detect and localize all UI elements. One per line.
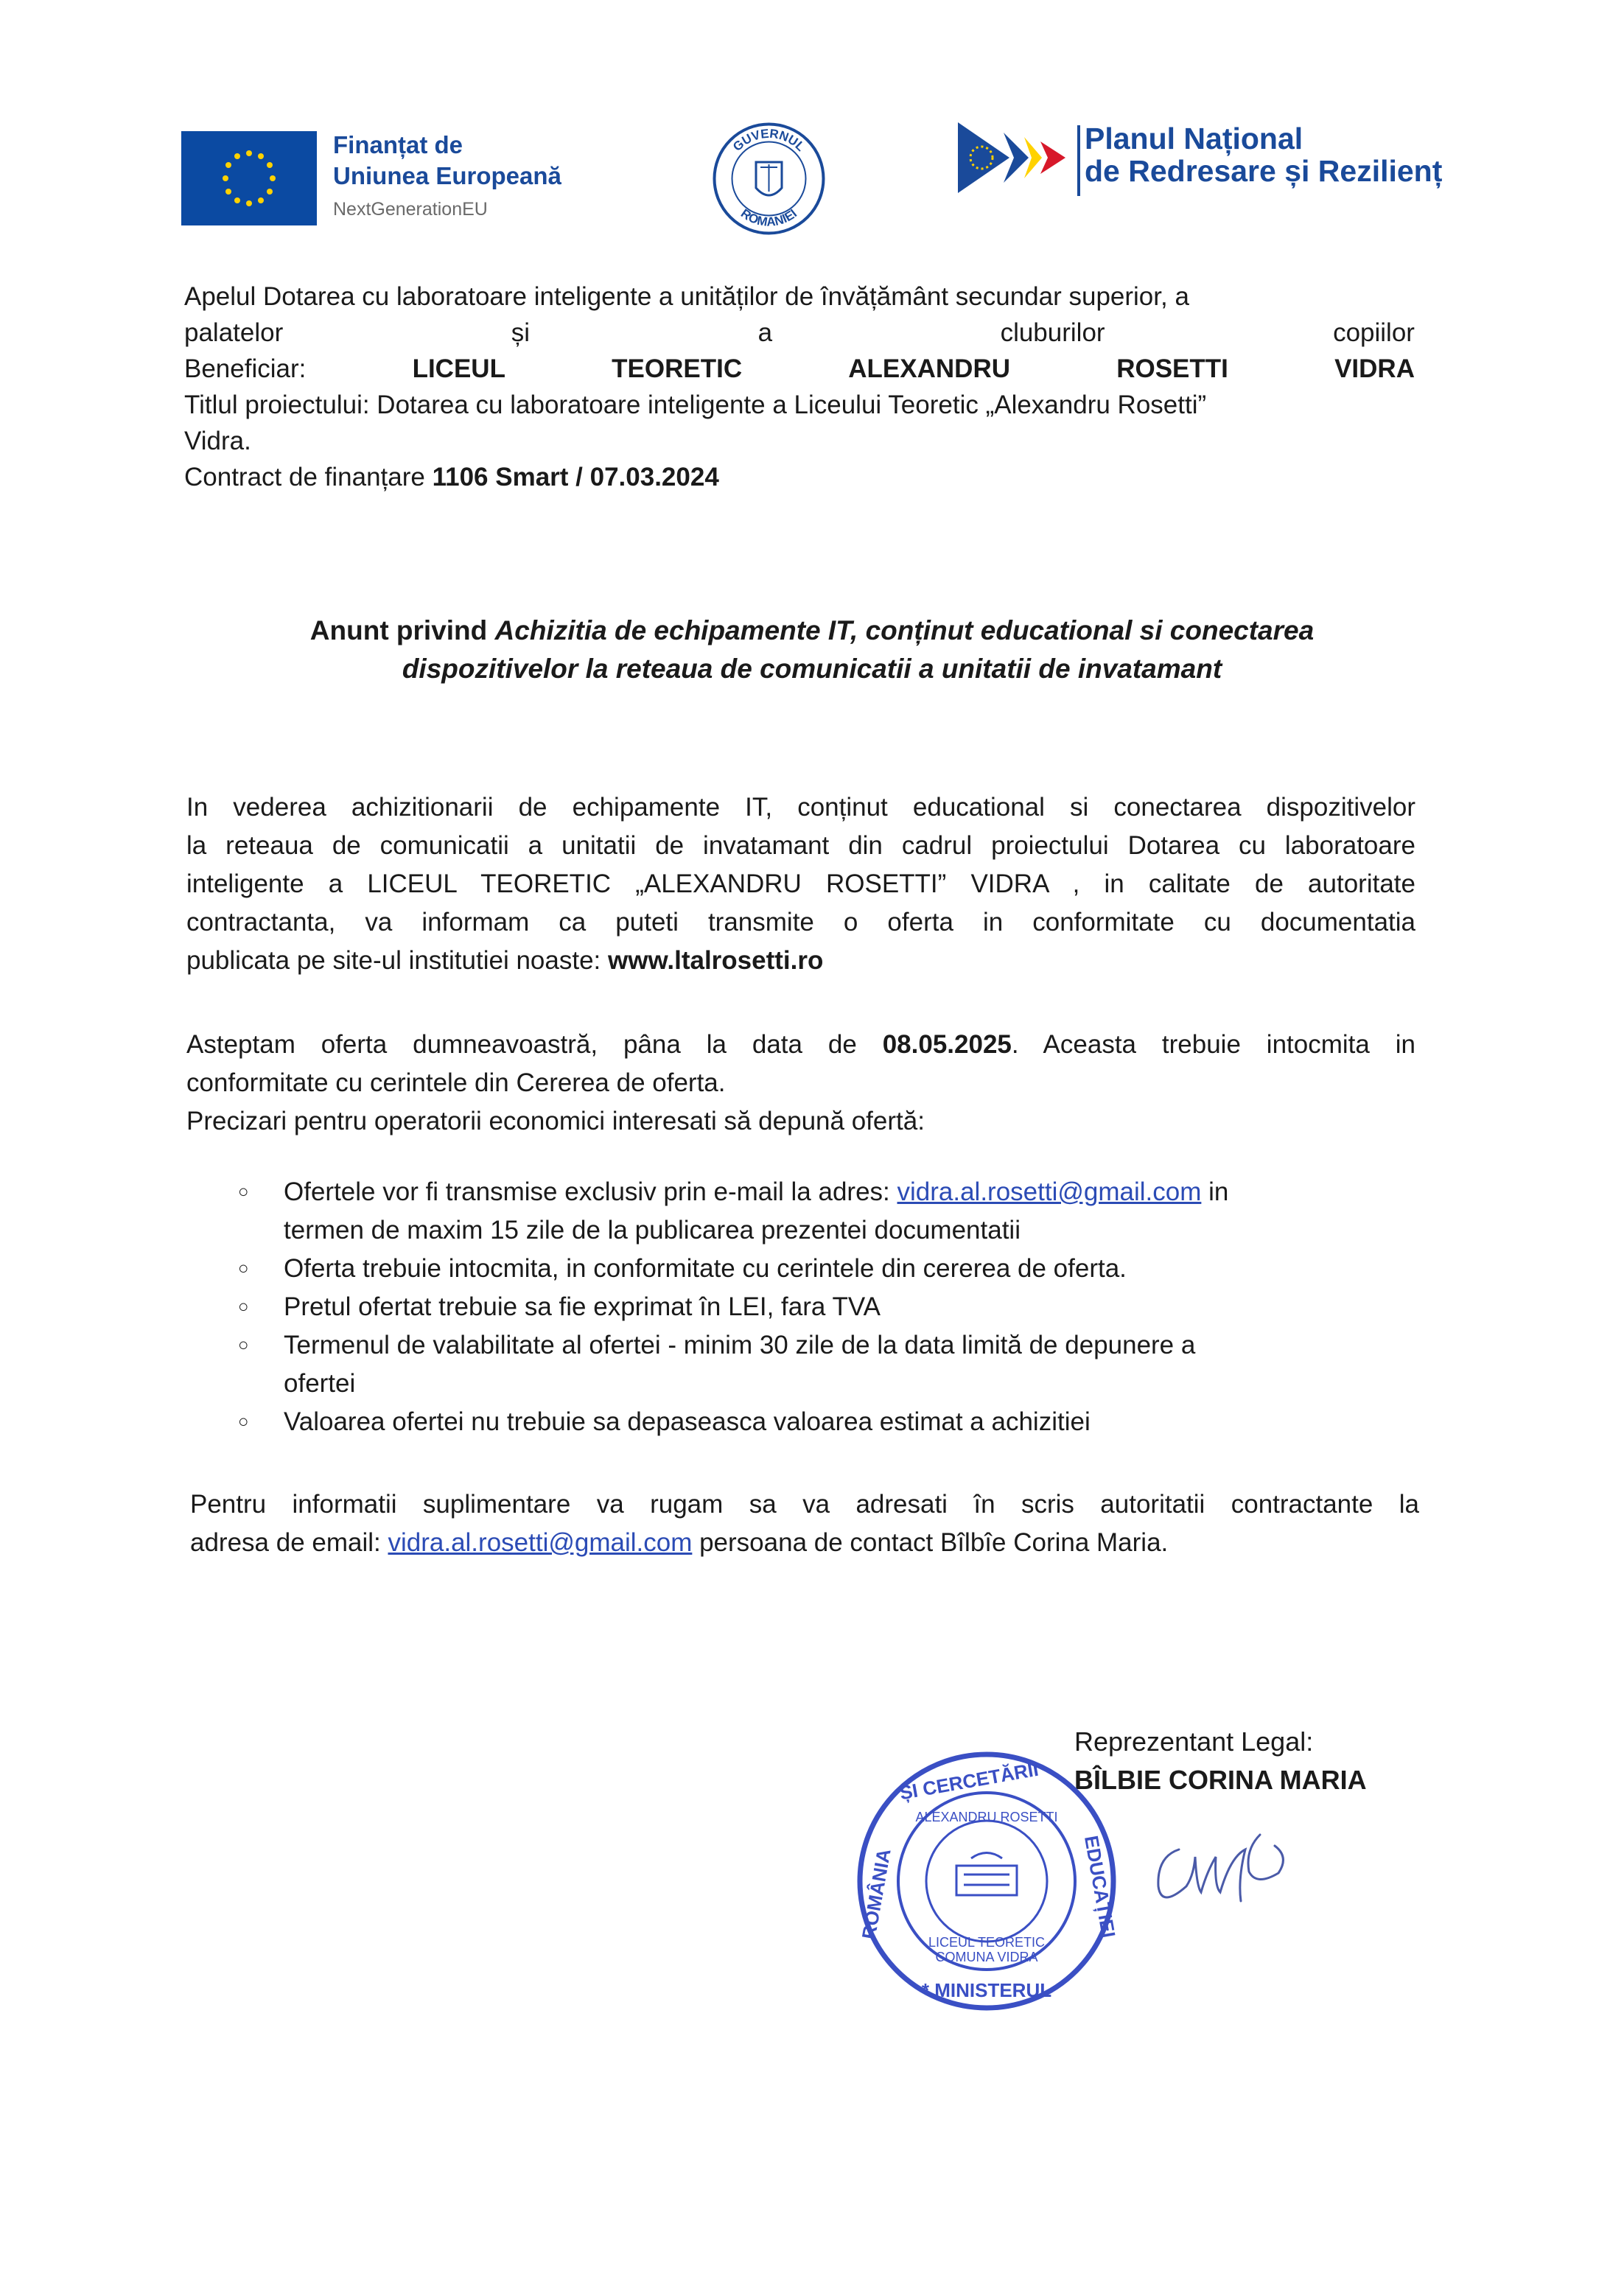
intro-word: palatelor <box>184 318 284 347</box>
deadline-prefix: Asteptam oferta dumneavoastră, pâna la data de <box>186 1030 883 1059</box>
list-item <box>186 1326 1415 1403</box>
bullet1-suffix: in <box>1201 1177 1229 1206</box>
announcement-title <box>184 612 1440 688</box>
title-line-2 <box>184 650 1440 688</box>
para2-line-3: Precizari pentru operatorii economici interesati să depună ofertă: <box>186 1107 925 1135</box>
bullet4-line-2: ofertei <box>284 1369 356 1398</box>
para3-line-1: Pentru informatii suplimentare va rugam sa va adresati în scris autoritatii contractante la <box>190 1490 1419 1519</box>
eu-stars-icon <box>181 131 317 225</box>
para1-line: la reteaua de comunicatii a unitatii de invatamant din cadrul proiectului Dotarea cu laboratoare <box>186 831 1415 860</box>
legal-rep-label: Reprezentant Legal: <box>1074 1726 1314 1757</box>
para1-line: inteligente a LICEUL TEORETIC „ALEXANDRU ROSETTI” VIDRA , in calitate de autoritate <box>186 869 1415 898</box>
paragraph-1 <box>186 788 1415 980</box>
bullet4-line-1: ○ Termenul de valabilitate al ofertei - minim 30 zile de la data limită de depunere a <box>284 1331 1196 1359</box>
email-link[interactable]: vidra.al.rosetti@gmail.com <box>897 1177 1202 1206</box>
beneficiar-label: Beneficiar: <box>184 354 307 383</box>
para3-line-2 <box>190 1524 1419 1562</box>
handwritten-signature-icon <box>1149 1805 1341 1916</box>
title-line-1 <box>184 612 1440 650</box>
para3-suffix: persoana de contact Bîlbîe Corina Maria. <box>692 1528 1169 1557</box>
pnrr-label <box>1085 122 1442 187</box>
svg-text:* MINISTERUL: * MINISTERUL <box>921 1979 1052 2001</box>
beneficiar-line <box>184 351 1415 387</box>
intro-block <box>184 279 1415 495</box>
paragraph-3 <box>190 1485 1419 1562</box>
deadline-suffix: . Aceasta trebuie intocmita in <box>1011 1030 1415 1059</box>
title-prefix: Anunt privind <box>309 615 495 645</box>
svg-text:LICEUL TEORETIC: LICEUL TEORETIC <box>928 1935 1046 1950</box>
para1-line: contractanta, va informam ca puteti transmite o oferta in conformitate cu documentatia <box>186 908 1415 937</box>
website-text: www.ltalrosetti.ro <box>608 946 824 975</box>
list-item: ○ Pretul ofertat trebuie sa fie exprimat în LEI, fara TVA <box>186 1288 1415 1326</box>
bullet1-text: Ofertele vor fi transmise exclusiv prin e-mail la adres: <box>284 1177 897 1206</box>
para1-line: In vederea achizitionarii de echipamente IT, conținut educational si conectarea dispozitivelor <box>186 793 1415 822</box>
para1-last-text: publicata pe site-ul institutiei noaste: <box>186 946 608 975</box>
intro-line-1: Apelul Dotarea cu laboratoare inteligente a unităților de învățământ secundar superior, a <box>184 282 1189 311</box>
para1-last-line <box>186 942 1415 980</box>
eu-flag-logo <box>181 131 317 225</box>
project-title-line-2: Vidra. <box>184 427 251 455</box>
pnrr-line-1: Planul Național <box>1085 122 1303 155</box>
list-item: ○ Valoarea ofertei nu trebuie sa depaseasca valoarea estimat a achizitiei <box>186 1403 1415 1441</box>
pnrr-divider <box>1077 125 1080 196</box>
svg-text:COMUNA VIDRA: COMUNA VIDRA <box>935 1950 1038 1964</box>
contact-email-link[interactable]: vidra.al.rosetti@gmail.com <box>388 1528 693 1557</box>
contract-label: Contract de finanțare <box>184 463 433 491</box>
para2-line-2: conformitate cu cerintele din Cererea de oferta. <box>186 1068 726 1097</box>
eu-line-1: Finanțat de <box>333 131 463 158</box>
intro-word: a <box>757 318 773 347</box>
title-italic-1: Achizitia de echipamente IT, conținut educational si conectarea <box>494 615 1315 645</box>
eu-nextgen-label: NextGenerationEU <box>333 199 488 220</box>
eu-funding-label <box>333 130 561 192</box>
official-stamp-icon <box>853 1748 1120 2015</box>
bullet1-line-2: termen de maxim 15 zile de la publicarea prezentei documentatii <box>284 1216 1021 1245</box>
list-item: ○ Oferta trebuie intocmita, in conformitate cu cerintele din cererea de oferta. <box>186 1250 1415 1288</box>
pnrr-line-2: de Redresare și Rezilienț <box>1085 154 1443 188</box>
beneficiar-word: ROSETTI <box>1116 354 1228 383</box>
contract-number: 1106 Smart / 07.03.2024 <box>432 463 719 491</box>
project-title-line: Titlul proiectului: Dotarea cu laboratoare inteligente a Liceului Teoretic „Alexandru Rosetti” <box>184 391 1207 419</box>
svg-text:ȘI CERCETĂRII: ȘI CERCETĂRII <box>897 1757 1040 1805</box>
svg-text:EDUCAȚIEI: EDUCAȚIEI <box>1079 1833 1120 1940</box>
list-item <box>186 1173 1415 1250</box>
para3-prefix: adresa de email: <box>190 1528 388 1557</box>
gov-seal-bottom-text: ROMANIEI <box>738 206 800 229</box>
requirements-list <box>186 1173 1415 1441</box>
deadline-date: 08.05.2025 <box>882 1030 1012 1059</box>
beneficiar-word: ALEXANDRU <box>848 354 1011 383</box>
pnrr-logo-icon <box>958 122 1068 193</box>
contract-line <box>184 459 1415 495</box>
legal-rep-name: BÎLBIE CORINA MARIA <box>1074 1765 1367 1795</box>
svg-text:ROMÂNIA: ROMÂNIA <box>857 1847 895 1942</box>
gov-seal-top-text: GUVERNUL <box>729 126 808 155</box>
romanian-government-seal-icon <box>712 122 826 236</box>
svg-text:ALEXANDRU ROSETTI: ALEXANDRU ROSETTI <box>915 1810 1058 1824</box>
deadline-line <box>186 1026 1415 1064</box>
beneficiar-word: LICEUL <box>412 354 505 383</box>
intro-word: și <box>511 318 531 347</box>
intro-word: cluburilor <box>1000 318 1105 347</box>
beneficiar-word: TEORETIC <box>612 354 743 383</box>
eu-line-2: Uniunea Europeană <box>333 162 561 189</box>
beneficiar-word: VIDRA <box>1334 354 1415 383</box>
paragraph-2 <box>186 1026 1415 1141</box>
intro-word: copiilor <box>1333 318 1415 347</box>
intro-line-2 <box>184 315 1415 351</box>
title-italic-2: dispozitivelor la reteaua de comunicatii a unitatii de invatamant <box>402 654 1222 684</box>
